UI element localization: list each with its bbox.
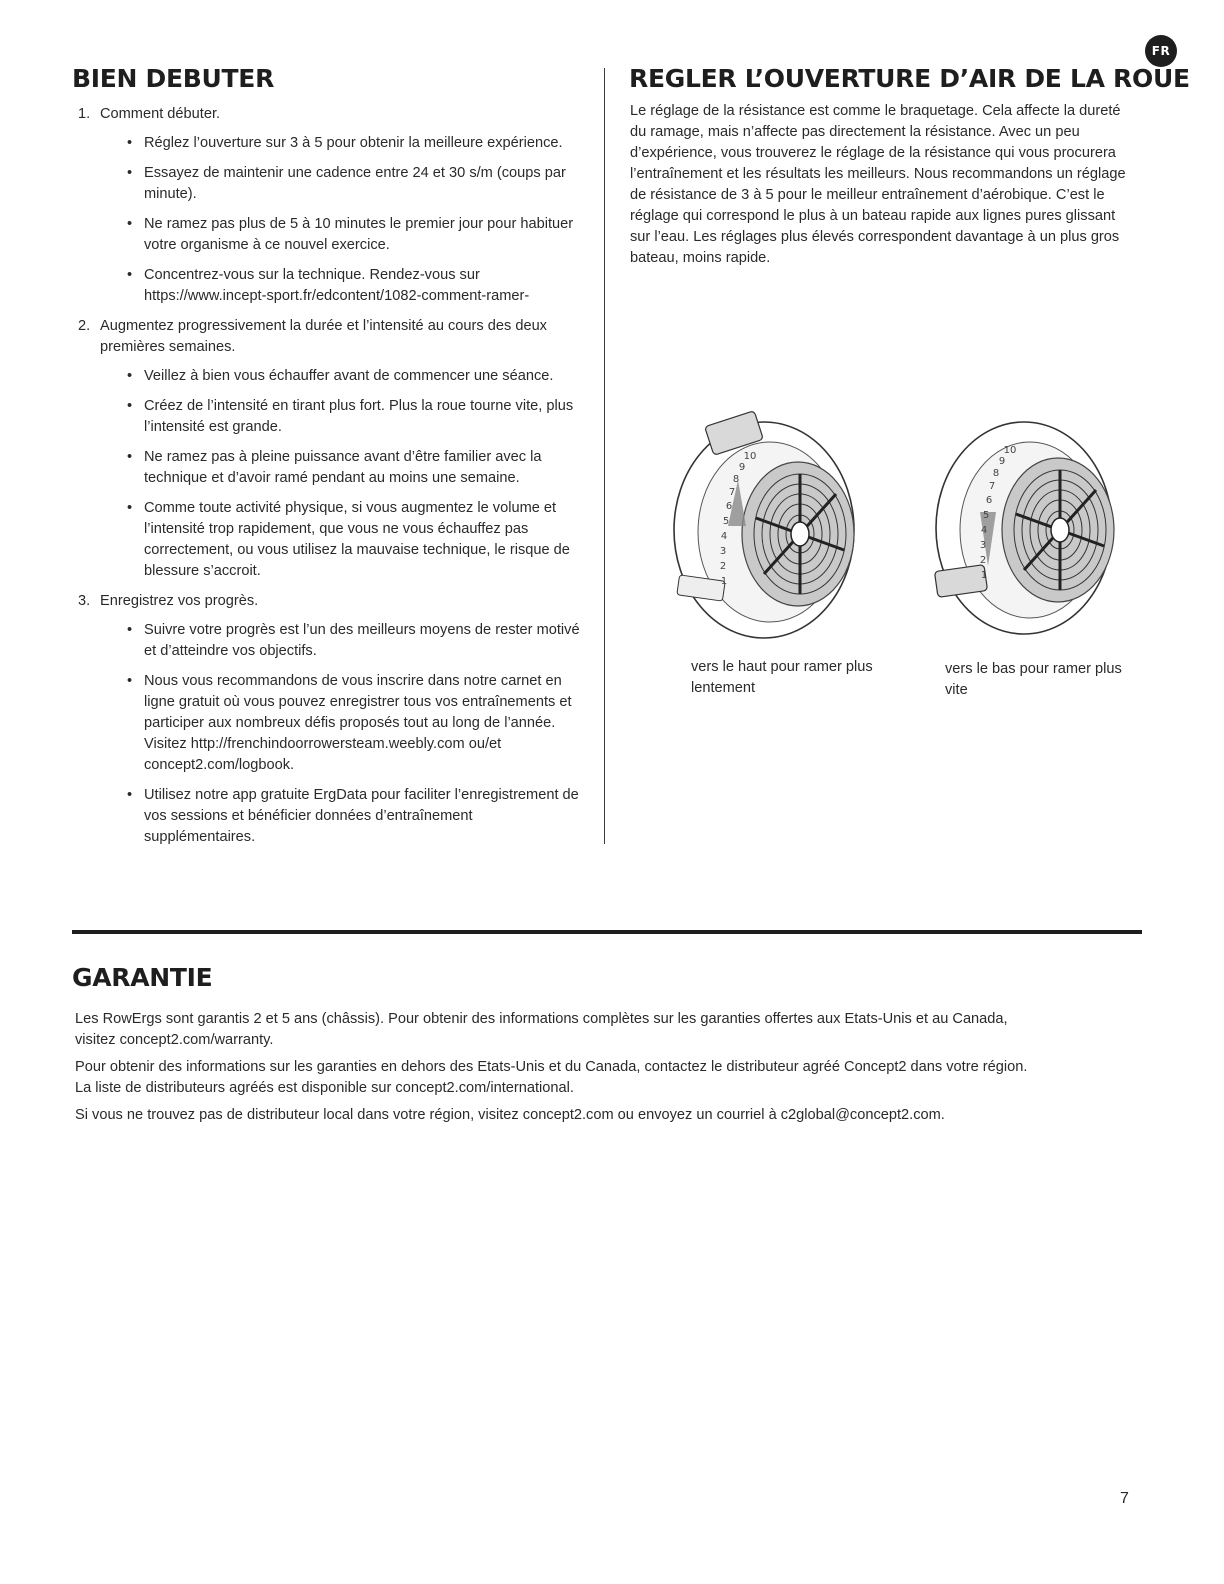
- warranty-section: [75, 1009, 1035, 1132]
- heading-damper-setting: REGLER L’OUVERTURE D’AIR DE LA ROUE: [629, 64, 1190, 93]
- svg-text:1: 1: [720, 576, 728, 587]
- svg-text:7: 7: [728, 487, 736, 498]
- language-badge: FR: [1145, 35, 1177, 67]
- item-number: 2.: [78, 318, 91, 334]
- damper-description: Le réglage de la résistance est comme le braquetage. Cela affecte la dureté du ramage, mais n’affecte pas directement la résistance. Avec un peu d’expérience, vous trouverez le réglage de la résistance qui vous procurera l’entraînement et les résultats les meilleurs. Nous recommandons un réglage de résistance de 3 à 5 pour le meilleur entraînement d’aérobique. C’est le réglage qui correspond le plus à un bateau rapide aux lignes pures glissant sur l’eau. Les réglages plus élevés correspondent davantage à un plus gros bateau, moins rapide.: [630, 103, 1126, 266]
- bullet-item: • Ne ramez pas plus de 5 à 10 minutes le premier jour pour habituer votre organisme à ce nouvel exercice.: [100, 214, 586, 256]
- svg-text:8: 8: [992, 468, 1000, 479]
- svg-text:5: 5: [722, 516, 730, 527]
- bullet-item: • Créez de l’intensité en tirant plus fort. Plus la roue tourne vite, plus l’intensité est grande.: [100, 396, 586, 438]
- caption-damper-down: vers le bas pour ramer plus vite: [945, 661, 1122, 698]
- item-number: 1.: [78, 106, 91, 122]
- item-text: Augmentez progressivement la durée et l’intensité au cours des deux premières semaines.: [100, 318, 547, 355]
- heading-bien-debuter: BIEN DEBUTER: [72, 64, 275, 93]
- bullet-item: • Veillez à bien vous échauffer avant de commencer une séance.: [100, 366, 586, 387]
- bullet-item: • Essayez de maintenir une cadence entre 24 et 30 s/m (coups par minute).: [100, 163, 586, 205]
- item-text: Enregistrez vos progrès.: [100, 593, 259, 609]
- page-number: 7: [1120, 1490, 1129, 1507]
- flywheel-damper-down-illustration: [928, 402, 1118, 642]
- svg-text:9: 9: [738, 462, 746, 473]
- item-text: Comment débuter.: [100, 106, 221, 122]
- list-item: [74, 104, 586, 307]
- warranty-paragraph: Les RowErgs sont garantis 2 et 5 ans (châssis). Pour obtenir des informations complètes sur les garanties offertes aux Etats-Unis et au Canada, visitez concept2.com/warranty.: [75, 1011, 1008, 1048]
- flywheel-damper-up-illustration: [668, 402, 858, 642]
- svg-text:5: 5: [982, 510, 990, 521]
- heading-garantie: GARANTIE: [72, 963, 213, 992]
- svg-text:6: 6: [725, 501, 733, 512]
- bullet-item: • Comme toute activité physique, si vous augmentez le volume et l’intensité trop rapidement, que vous ne vous échauffez pas correctement, ou vous utilisez la mauvaise technique, le risque de blessure s’accroit.: [100, 498, 586, 582]
- svg-text:4: 4: [720, 531, 728, 542]
- column-divider: [604, 68, 605, 844]
- svg-text:2: 2: [719, 561, 727, 572]
- warranty-paragraph: Si vous ne trouvez pas de distributeur local dans votre région, visitez concept2.com ou envoyez un courriel à c2global@concept2.com.: [75, 1107, 945, 1123]
- svg-text:8: 8: [732, 474, 740, 485]
- svg-text:1: 1: [980, 570, 988, 581]
- svg-text:9: 9: [998, 456, 1006, 467]
- svg-text:6: 6: [985, 495, 993, 506]
- bullet-item: • Utilisez notre app gratuite ErgData pour faciliter l’enregistrement de vos sessions et bénéficier données d’entraînement supplémentaires.: [100, 785, 586, 848]
- bullet-item: • Nous vous recommandons de vous inscrire dans notre carnet en ligne gratuit où vous pouvez enregistrer tous vos entraînements et participer aux nombreux défis proposés tout au long de l’année. Visitez http://frenchindoorrowersteam.weebly.com ou/et concept2.com/logbook.: [100, 671, 586, 776]
- list-item: [74, 316, 586, 582]
- list-item: [74, 591, 586, 848]
- svg-text:3: 3: [719, 546, 727, 557]
- svg-text:10: 10: [743, 451, 757, 462]
- bullet-item: • Concentrez-vous sur la technique. Rendez-vous sur https://www.incept-sport.fr/edcontent/1082-comment-ramer-: [100, 265, 586, 307]
- svg-text:7: 7: [988, 481, 996, 492]
- svg-text:2: 2: [979, 555, 987, 566]
- svg-text:4: 4: [980, 525, 988, 536]
- bullet-item: • Ne ramez pas à pleine puissance avant d’être familier avec la technique et d’avoir ramé pendant au moins une semaine.: [100, 447, 586, 489]
- warranty-paragraph: Pour obtenir des informations sur les garanties en dehors des Etats-Unis et du Canada, contactez le distributeur agréé Concept2 dans votre région. La liste de distributeurs agréés est disponible sur concept2.com/international.: [75, 1059, 1028, 1096]
- svg-text:10: 10: [1003, 445, 1017, 456]
- section-divider: [72, 930, 1142, 934]
- bullet-item: • Réglez l’ouverture sur 3 à 5 pour obtenir la meilleure expérience.: [100, 133, 586, 154]
- caption-damper-up: vers le haut pour ramer plus lentement: [691, 659, 873, 696]
- getting-started-list: [74, 104, 586, 857]
- item-number: 3.: [78, 593, 91, 609]
- svg-text:3: 3: [979, 540, 987, 551]
- bullet-item: • Suivre votre progrès est l’un des meilleurs moyens de rester motivé et d’atteindre vos objectifs.: [100, 620, 586, 662]
